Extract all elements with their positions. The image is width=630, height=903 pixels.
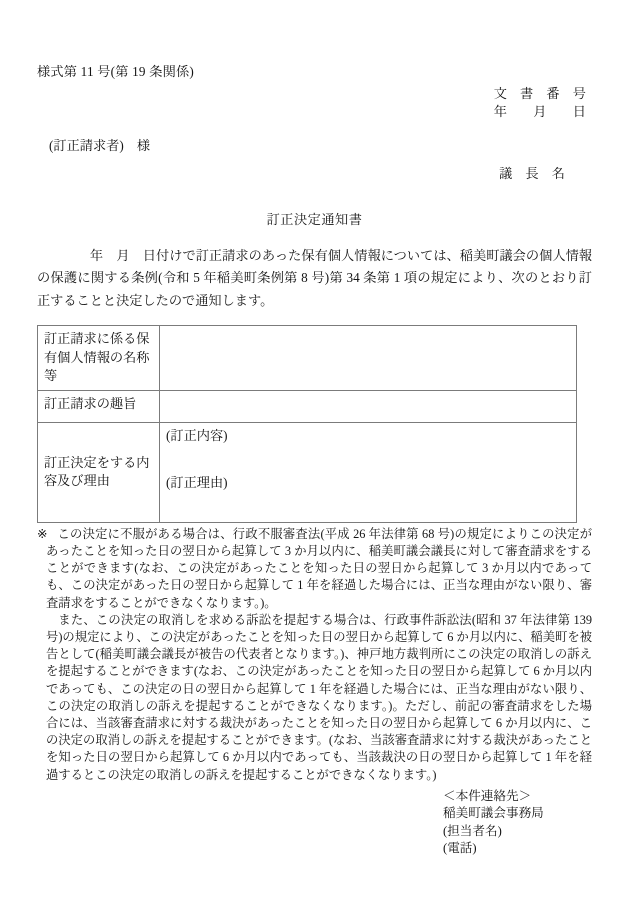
sender-name-line: 議 長 名 — [499, 166, 565, 181]
table-row-name — [38, 326, 577, 391]
table-row-decision — [38, 422, 577, 522]
contact-phone: (電話) — [443, 841, 477, 856]
document-number-block — [37, 85, 592, 121]
row-decision-label: 訂正決定をする内容及び理由 — [38, 422, 160, 522]
info-table — [37, 325, 577, 523]
row-purpose-label: 訂正請求の趣旨 — [38, 390, 160, 422]
contact-header: ＜本件連絡先＞ — [443, 788, 532, 803]
form-number: 様式第 11 号(第 19 条関係) — [37, 64, 194, 79]
addressee-line: (訂正請求者) 様 — [49, 138, 151, 153]
row-decision-value — [160, 422, 577, 522]
table-row-purpose — [38, 390, 577, 422]
note-paragraph-lawsuit: また、この決定の取消しを求める訴訟を提起する場合は、行政事件訴訟法(昭和 37 年法律第 139 号)の規定により、この決定があったことを知った日の翌日から起算して 6 か月以内に、稲美町を被告として(稲美町議会議長が被告の代表者となります。)、神戸地方裁判所にこの決定の取消しの訴えを提起することができます(なお、この決定があったことを知った日の翌日から起算して 6 か月以内であっても、この決定の日の翌日から起算して 1 年を経過した場合には、正当な理由がない限り、この決定の取消しの訴えを提起することができなくなります。)。ただし、前記の審査請求をした場合には、当該審査請求に対する裁決があったことを知った日の翌日から起算して 6 か月以内に、この決定の取消しの訴えを提起することができます。(なお、当該審査請求に対する裁決があったことを知った日の翌日から起算して 6 か月以内であっても、当該裁決の日の翌日から起算して 1 年を経過するとこの決定の取消しの訴えを提起することができなくなります。) — [46, 612, 592, 782]
doc-number-line: 文 書 番 号 — [493, 86, 586, 101]
document-title: 訂正決定通知書 — [266, 212, 363, 227]
row-purpose-value — [160, 390, 577, 422]
row-name-value — [160, 326, 577, 391]
contact-office: 稲美町議会事務局 — [443, 806, 544, 821]
note-marker: ※ — [37, 526, 48, 541]
note-paragraph-appeal-text: この決定に不服がある場合は、行政不服審査法(平成 26 年法律第 68 号)の規定によりこの決定があったことを知った日の翌日から起算して 3 か月以内に、稲美町議会議長に対して審査請求をすることができます(なお、この決定があったことを知った日の翌日から起算して 3 か月以内であっても、この決定があった日の翌日から起算して 1 年を経過した場合には、正当な理由がない限り、審査請求をすることができなくなります。)。 — [46, 526, 592, 610]
date-line: 年 月 日 — [493, 104, 586, 119]
correction-content-label: (訂正内容) — [166, 427, 228, 443]
note-paragraph-appeal — [37, 526, 592, 612]
correction-reason-label: (訂正理由) — [166, 475, 228, 491]
notes-section — [37, 526, 592, 784]
row-name-label: 訂正請求に係る保有個人情報の名称等 — [38, 326, 160, 391]
contact-person: (担当者名) — [443, 823, 502, 838]
contact-block — [443, 788, 592, 858]
body-paragraph: 年 月 日付けで訂正請求のあった保有個人情報については、稲美町議会の個人情報の保護に関する条例(令和 5 年稲美町条例第 8 号)第 34 条第 1 項の規定により、次のとおり訂正することと決定したので通知します。 — [37, 248, 592, 308]
